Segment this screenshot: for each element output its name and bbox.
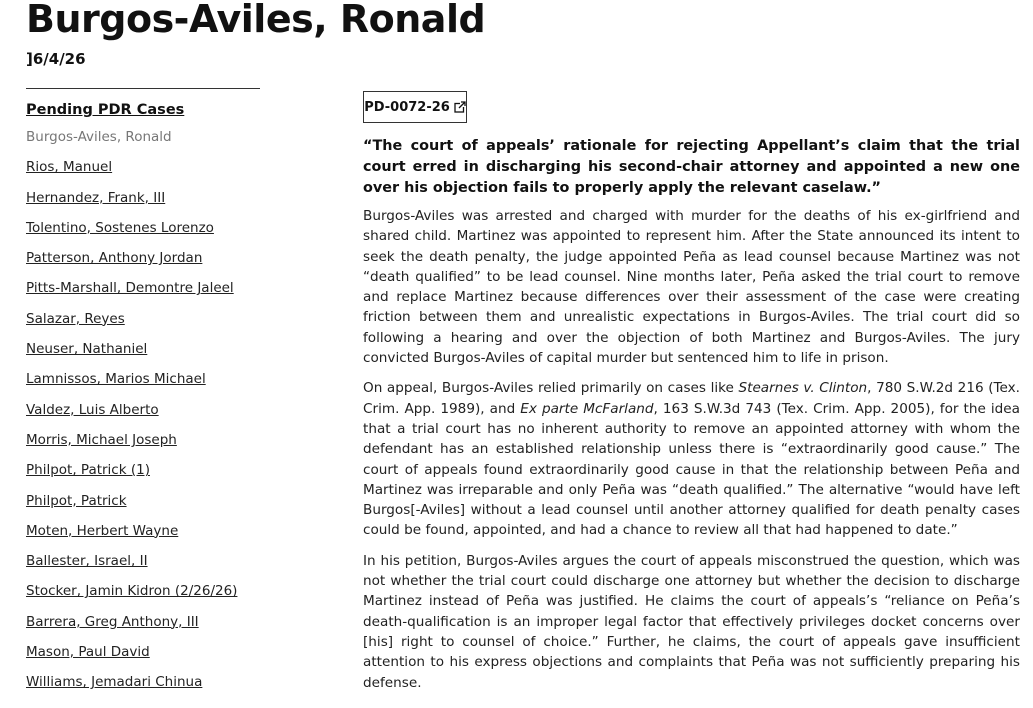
case-number: PD-0072-26	[364, 99, 450, 115]
case-citation: Ex parte McFarland	[520, 400, 654, 417]
case-list-item[interactable]: Neuser, Nathaniel	[26, 341, 148, 358]
case-list-item[interactable]: Rios, Manuel	[26, 159, 113, 176]
issue-quote: “The court of appeals’ rationale for rejecting Appellant’s claim that the trial court erred in discharging his second-chair attorney and appointed a new one over his objection fails to properly apply the relevant caselaw.”	[363, 138, 1020, 196]
pending-cases-sidebar	[26, 100, 326, 704]
case-number-link[interactable]	[363, 91, 467, 123]
paragraph-text: , 780 S.W.2d 216 (Tex. Crim. App. 1989), and	[363, 380, 1020, 417]
case-list-item[interactable]: Salazar, Reyes	[26, 310, 125, 327]
case-date: ]6/4/26	[26, 50, 86, 68]
case-list-item[interactable]: Lamnissos, Marios Michael	[26, 371, 206, 388]
case-citation: Stearnes v. Clinton	[738, 380, 868, 397]
case-list-item[interactable]: Morris, Michael Joseph	[26, 431, 177, 448]
case-list-item[interactable]: Stocker, Jamin Kidron (2/26/26)	[26, 583, 238, 600]
pending-pdr-cases-link[interactable]: Pending PDR Cases	[26, 102, 185, 118]
case-list-item[interactable]: Valdez, Luis Alberto	[26, 401, 159, 418]
case-list-item[interactable]: Philpot, Patrick (1)	[26, 462, 150, 479]
case-list-item[interactable]: Patterson, Anthony Jordan	[26, 250, 203, 267]
external-link-icon	[454, 101, 466, 113]
summary-paragraph-1: Burgos-Aviles was arrested and charged with murder for the deaths of his ex-girlfriend and shared child. Martinez was appointed to represent him. After the State announced its intent to seek the death penalty, the judge appointed Peña as lead counsel because Martinez was not “death qualified” to be lead counsel. Nine months later, Peña asked the trial court to remove and replace Martinez because differences over their assessment of the case were creating friction between them and unrealistic expectations in Burgos-Aviles. The trial court did so following a hearing and over the objection of both Martinez and Burgos-Aviles. The jury convicted Burgos-Aviles of capital murder but sentenced him to life in prison.	[363, 208, 1020, 367]
summary-paragraph-2	[363, 378, 1020, 540]
divider	[26, 88, 260, 89]
paragraph-text: , 163 S.W.3d 743 (Tex. Crim. App. 2005), for the idea that a trial court has no inherent authority to remove an appointed attorney with whom the defendant has an established relationship unless there is “extraordinarily good cause.” The court of appeals found extraordinarily good cause in that the relationship between Peña and Martinez was irreparable and only Peña was “death qualified.” The alternative “would have left Burgos[-Aviles] without a lead counsel until another attorney qualified for death penalty cases could be found, appointed, and had a chance to review all that had happened to date.”	[363, 400, 1020, 539]
case-list-item[interactable]: Ballester, Israel, II	[26, 553, 148, 570]
pending-cases-list	[26, 128, 326, 704]
case-list-item[interactable]: Barrera, Greg Anthony, III	[26, 613, 199, 630]
case-list-item[interactable]: Mason, Paul David	[26, 644, 150, 661]
case-list-item[interactable]: Philpot, Patrick	[26, 492, 127, 509]
paragraph-text: On appeal, Burgos-Aviles relied primarily on cases like	[363, 380, 739, 397]
case-list-item[interactable]: Moten, Herbert Wayne	[26, 522, 179, 539]
case-summary	[363, 136, 1020, 703]
case-list-item[interactable]: Williams, Jemadari Chinua	[26, 674, 203, 691]
case-list-item[interactable]: Pitts-Marshall, Demontre Jaleel	[26, 280, 234, 297]
case-list-item[interactable]: Hernandez, Frank, III	[26, 189, 166, 206]
case-list-item[interactable]: Tolentino, Sostenes Lorenzo	[26, 219, 214, 236]
summary-paragraph-3: In his petition, Burgos-Aviles argues the court of appeals misconstrued the question, which was not whether the trial court could discharge one attorney but whether the decision to discharge Martinez instead of Peña was justified. He claims the court of appeals’s “reliance on Peña’s death-qualification is an improper legal factor that effectively privileges docket concerns over [his] right to counsel of choice.” Further, he claims, the court of appeals gave insufficient attention to his express objections and complaints that Peña was not sufficiently preparing his defense.	[363, 552, 1020, 691]
current-case-item: Burgos-Aviles, Ronald	[26, 129, 172, 145]
page-title: Burgos-Aviles, Ronald	[26, 0, 486, 41]
